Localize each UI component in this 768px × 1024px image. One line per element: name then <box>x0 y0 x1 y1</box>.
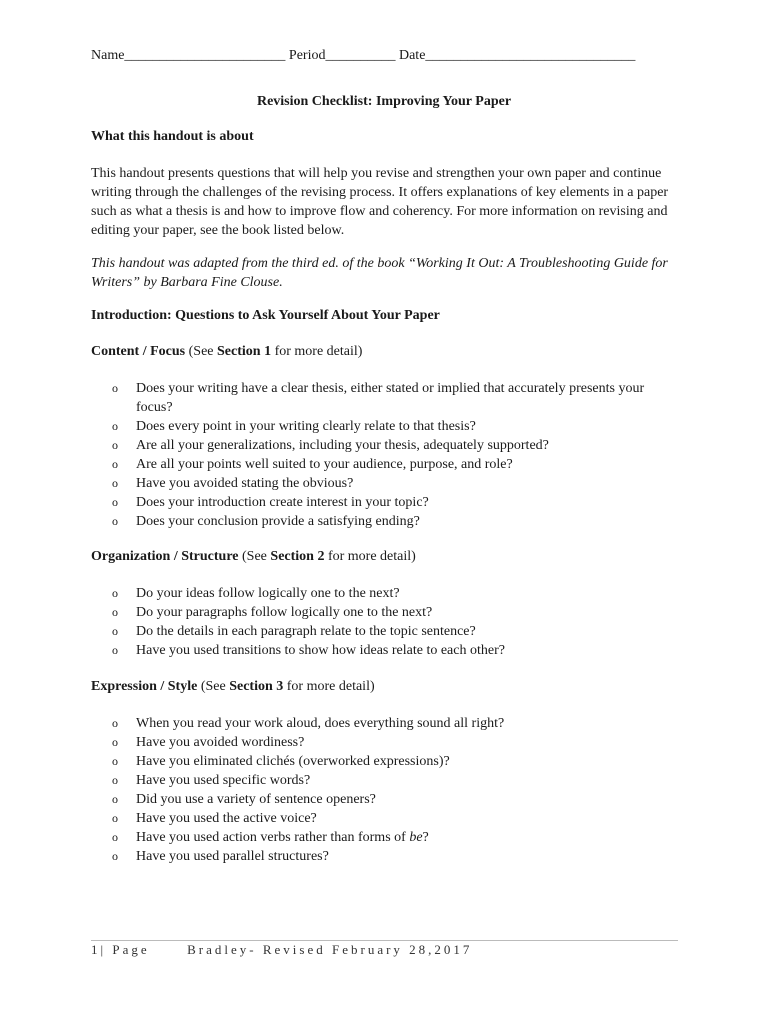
question-text: Have you avoided stating the obvious? <box>136 476 354 491</box>
section-title: Expression / Style <box>91 679 198 694</box>
bullet-marker: o <box>112 419 118 433</box>
section-ref: Section 2 <box>270 549 325 564</box>
section-heading-expression-style <box>91 679 375 695</box>
section-ref: Section 3 <box>229 679 284 694</box>
list-item <box>91 809 651 828</box>
question-text: Have you used action verbs rather than forms of be? <box>136 830 429 845</box>
bullet-marker: o <box>112 792 118 806</box>
question-text: Does every point in your writing clearly relate to that thesis? <box>136 419 476 434</box>
list-item <box>91 512 651 531</box>
list-item <box>91 771 651 790</box>
section-post: for more detail) <box>283 679 375 694</box>
section-pre: (See <box>197 679 230 694</box>
list-item <box>91 417 651 436</box>
question-text: Are all your generalizations, including your thesis, adequately supported? <box>136 438 549 453</box>
section-ref: Section 1 <box>217 344 272 359</box>
question-text: Have you used specific words? <box>136 773 311 788</box>
bullet-marker: o <box>112 457 118 471</box>
question-text: Have you eliminated clichés (overworked expressions)? <box>136 754 450 769</box>
emphasis: be <box>409 830 423 845</box>
question-text: Does your introduction create interest in your topic? <box>136 495 429 510</box>
list-item <box>91 714 651 733</box>
list-item <box>91 847 651 866</box>
introduction-heading: Introduction: Questions to Ask Yourself About Your Paper <box>91 308 440 323</box>
bullet-marker: o <box>112 773 118 787</box>
bullet-marker: o <box>112 624 118 638</box>
list-item <box>91 603 651 622</box>
bullet-marker: o <box>112 514 118 528</box>
page-label: | Page <box>100 942 150 957</box>
section-heading-organization-structure <box>91 549 416 565</box>
list-item <box>91 584 651 603</box>
bullet-marker: o <box>112 849 118 863</box>
section-post: for more detail) <box>271 344 363 359</box>
list-item <box>91 790 651 809</box>
bullet-marker: o <box>112 643 118 657</box>
list-item <box>91 733 651 752</box>
bullet-marker: o <box>112 476 118 490</box>
section-heading-content-focus <box>91 344 362 360</box>
question-text: Are all your points well suited to your audience, purpose, and role? <box>136 457 513 472</box>
bullet-marker: o <box>112 605 118 619</box>
author-revision: Bradley- Revised February 28,2017 <box>187 942 473 957</box>
document-title: Revision Checklist: Improving Your Paper <box>256 94 512 109</box>
section-title: Content / Focus <box>91 344 186 359</box>
bullet-marker: o <box>112 381 118 395</box>
organization-question-list <box>91 584 651 660</box>
question-text: Have you used the active voice? <box>136 811 317 826</box>
bullet-marker: o <box>112 830 118 844</box>
bullet-marker: o <box>112 586 118 600</box>
footer-divider <box>91 940 678 941</box>
adaptation-note: This handout was adapted from the third ed. of the book “Working It Out: A Troubleshooting Guide for Writers” by Barbara Fine Clouse. <box>91 256 668 290</box>
page-number: 1 <box>91 942 101 957</box>
list-item <box>91 474 651 493</box>
bullet-marker: o <box>112 754 118 768</box>
page-footer <box>91 942 472 958</box>
list-item <box>91 622 651 641</box>
list-item <box>91 379 651 417</box>
question-text: Does your writing have a clear thesis, either stated or implied that accurately presents your focus? <box>136 381 645 415</box>
bullet-marker: o <box>112 438 118 452</box>
question-text: Did you use a variety of sentence openers? <box>136 792 376 807</box>
section-title: Organization / Structure <box>91 549 239 564</box>
about-body: This handout presents questions that will help you revise and strengthen your own paper and continue writing through the challenges of the revising process. It offers explanations of key elements in a paper such as what a thesis is and how to improve flow and coherency. For more information on revising and editing your paper, see the book listed below. <box>91 166 669 238</box>
question-text: Have you used transitions to show how ideas relate to each other? <box>136 643 505 658</box>
section-pre: (See <box>238 549 271 564</box>
about-heading: What this handout is about <box>91 129 254 144</box>
list-item <box>91 828 651 847</box>
question-text: Does your conclusion provide a satisfying ending? <box>136 514 420 529</box>
list-item <box>91 493 651 512</box>
section-pre: (See <box>185 344 218 359</box>
question-text: Have you used parallel structures? <box>136 849 329 864</box>
bullet-marker: o <box>112 495 118 509</box>
bullet-marker: o <box>112 811 118 825</box>
expression-question-list <box>91 714 651 866</box>
bullet-marker: o <box>112 716 118 730</box>
question-text: Do your paragraphs follow logically one to the next? <box>136 605 433 620</box>
question-text: Have you avoided wordiness? <box>136 735 305 750</box>
header-fields: Name_______________________ Period__________ Date______________________________ <box>91 48 636 63</box>
list-item <box>91 436 651 455</box>
content-focus-question-list <box>91 379 651 531</box>
bullet-marker: o <box>112 735 118 749</box>
question-text: Do the details in each paragraph relate to the topic sentence? <box>136 624 476 639</box>
list-item <box>91 641 651 660</box>
list-item <box>91 455 651 474</box>
section-post: for more detail) <box>324 549 416 564</box>
question-text: When you read your work aloud, does everything sound all right? <box>136 716 505 731</box>
question-text: Do your ideas follow logically one to the next? <box>136 586 400 601</box>
list-item <box>91 752 651 771</box>
